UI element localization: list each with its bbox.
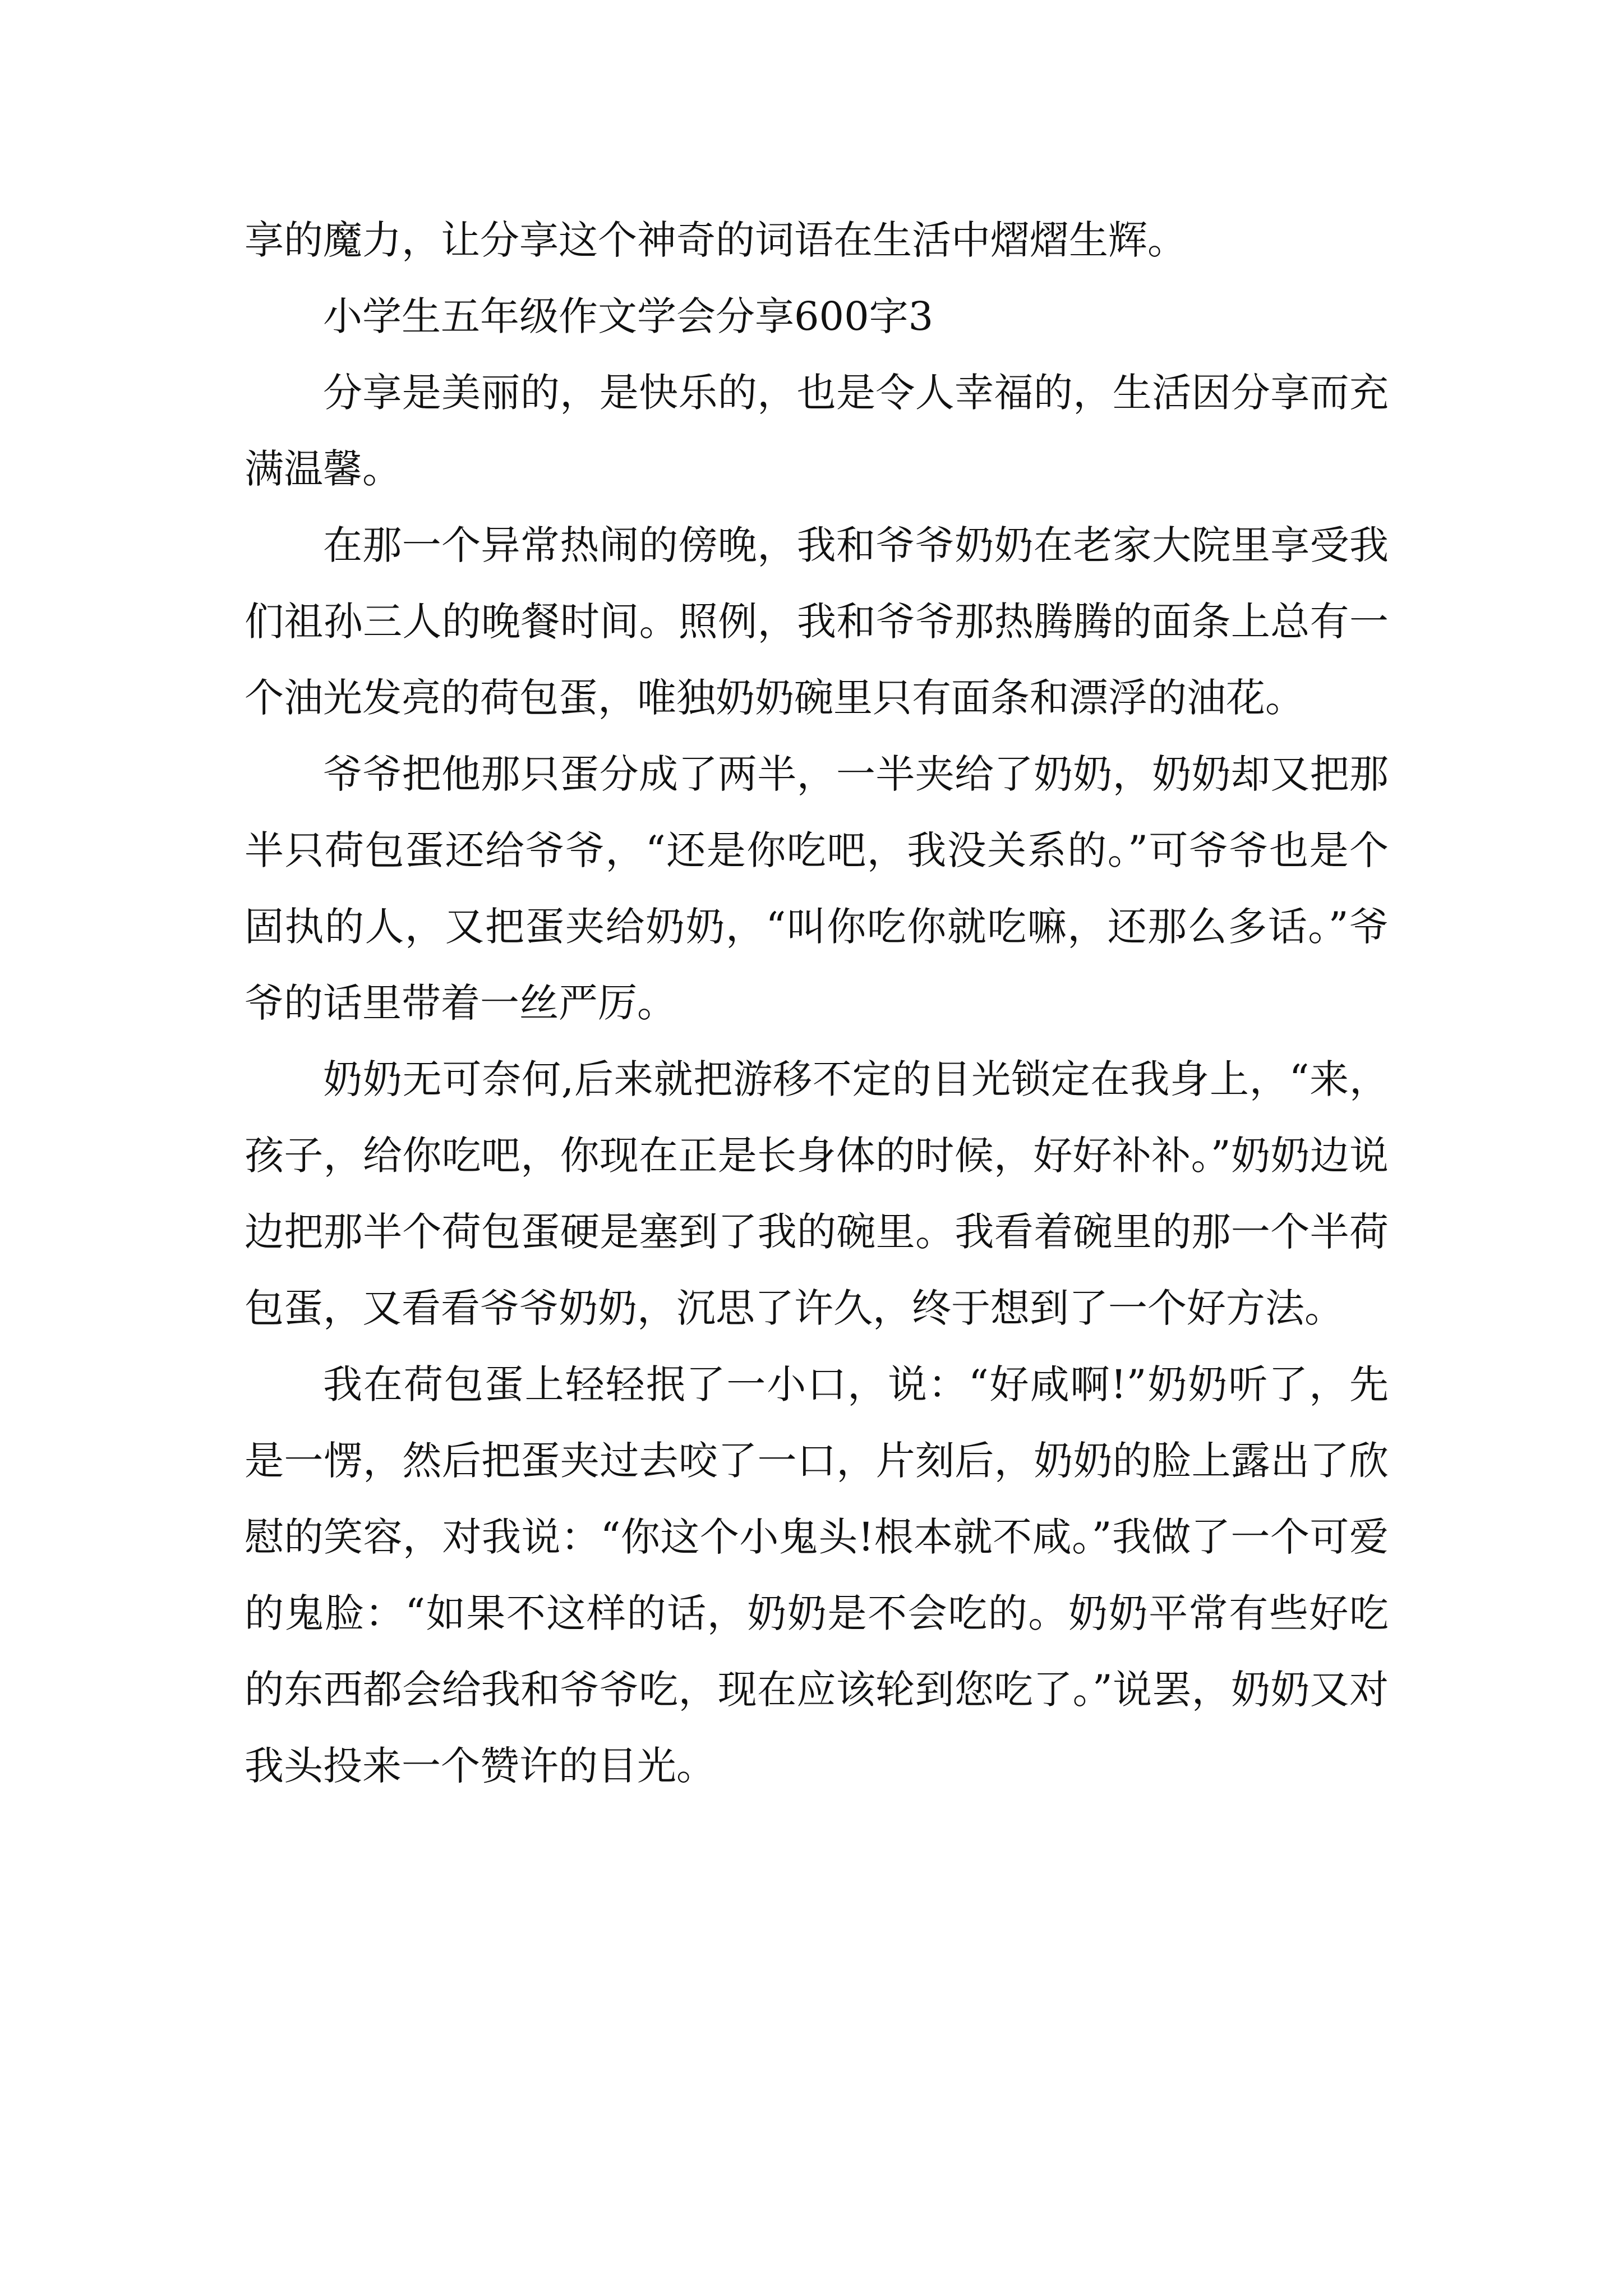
- paragraph-continuation: 享的魔力，让分享这个神奇的词语在生活中熠熠生辉。: [245, 217, 1187, 263]
- essay-title: 小学生五年级作文学会分享600字3: [323, 293, 934, 339]
- paragraph-intro: 分享是美丽的，是快乐的，也是令人幸福的，生活因分享而充满温馨。: [245, 370, 1389, 492]
- paragraph-solution: 我在荷包蛋上轻轻抿了一小口，说：“好咸啊!”奶奶听了，先是一愣，然后把蛋夹过去咬了一口，片刻后，奶奶的脸上露出了欣慰的笑容，对我说：“你这个小鬼头!根本就不咸。”我做了一个可爱的鬼脸：“如果不这样的话，奶奶是不会吃的。奶奶平常有些好吃的东西都会给我和爷爷吃，现在应该轮到您吃了。”说罢，奶奶又对我头投来一个赞许的目光。: [245, 1361, 1389, 1789]
- paragraph-dinner: 在那一个异常热闹的傍晚，我和爷爷奶奶在老家大院里享受我们祖孙三人的晚餐时间。照例，我和爷爷那热腾腾的面条上总有一个油光发亮的荷包蛋，唯独奶奶碗里只有面条和漂浮的油花。: [245, 522, 1389, 721]
- paragraph-grandpa: 爷爷把他那只蛋分成了两半，一半夹给了奶奶，奶奶却又把那半只荷包蛋还给爷爷，“还是你吃吧，我没关系的。”可爷爷也是个固执的人，又把蛋夹给奶奶，“叫你吃你就吃嘛，还那么多话。”爷爷的话里带着一丝严厉。: [245, 751, 1389, 1026]
- paragraph-grandma: 奶奶无可奈何,后来就把游移不定的目光锁定在我身上，“来，孩子，给你吃吧，你现在正是长身体的时候，好好补补。”奶奶边说边把那半个荷包蛋硬是塞到了我的碗里。我看着碗里的那一个半荷包蛋，又看看爷爷奶奶，沉思了许久，终于想到了一个好方法。: [245, 1056, 1389, 1331]
- document-body: [245, 202, 1389, 1804]
